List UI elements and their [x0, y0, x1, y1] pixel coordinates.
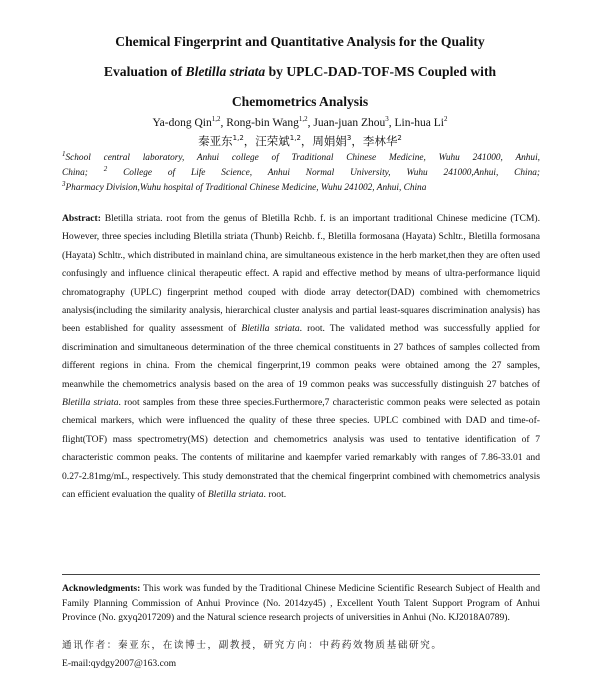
- author-list-chinese: [40, 133, 560, 149]
- section-divider: [62, 574, 540, 575]
- author-cn: 汪荣斌$^{1,2}$，: [255, 134, 313, 148]
- corresponding-author: 通讯作者：秦亚东，在读博士，副教授，研究方向：中药药效物质基础研究。: [62, 640, 443, 651]
- author-cn: 周娟娟$^3$，: [312, 134, 363, 148]
- paper-title-line-3: Chemometrics Analysis: [231, 94, 369, 109]
- title-prefix: Evaluation of: [103, 64, 186, 79]
- acknowledgments: Acknowledgments: This work was funded by the Traditional Chinese Medicine Scientific Research Subject of Health and Family Planning Commission of Anhui Province (No. 2014zy45) , Excellent Youth Talent Support Program of Anhui Province (No. gxyq2017209) and the Natural science research projects of universities in Anhui (No. KJ2018A0789).: [62, 583, 540, 624]
- author-cn: 李林华$^2$: [362, 134, 402, 148]
- affiliation-2: China; $^2$ College of Life Science, Anhui Normal University, Wuhu 241000,Anhui, China;: [62, 164, 540, 178]
- paper-title-line-1: Chemical Fingerprint and Quantitative Analysis for the Quality: [115, 34, 485, 49]
- author: Ya-dong Qin$^{1,2}$,: [152, 115, 227, 129]
- author: Lin-hua Li$^2$: [394, 115, 448, 129]
- affiliation-1: $^1$School central laboratory, Anhui college of Traditional Chinese Medicine, Wuhu 241000, Anhui,: [62, 149, 540, 163]
- author-cn: 秦亚东$^{1,2}$，: [198, 134, 256, 148]
- abstract: Abstract: Bletilla striata. root from the genus of Bletilla Rchb. f. is an important traditional Chinese medicine (TCM). However, three species including Bletilla striata (Thunb) Reichb. f., Bletilla formosana (Hayata) Schltr., Bletilla formosana (Hayata) Schltr., which distributed in mainland china, are simultaneous existence in the herb market,then they are often used confusingly and influence clinical therapeutic effect. A rapid and effective method by means of ultra-performance liquid chromatography (UPLC) fingerprint method couped with diode array detector(DAD) combined with chemometrics analysis(including the similarity analysis, hierarchical cluster analysis and partial least-squares discrimination analysis) has been established for quality assessment of Bletilla striata. root. The validated method was successfully applied for discrimination and simultaneous determination of the three chemical constituents in 27 bathces of samples collected from different regions in china. From the chemical fingerprint,19 common peaks were obtained among the 27 samples, meanwhile the chemometrics analysis based on the area of 19 common peaks was successfully distinguish 27 batches of Bletilla striata. root samples from these three species.Furthermore,7 characteristic common peaks were selected as potain chemical markers, which were influenced the quality of these three species. UPLC combined with DAD and time-of-flight(TOF) mass spectrometry(MS) detection and chemometrics analysis was used to tentative identification of 7 characteristic common peaks. The contents of militarine and kaempfer varied remarkably with ranges of 7.86-33.01 and 0.27-2.81mg/mL, respectively. This study demonstrated that the chemical fingerprint combined with chemometrics analysis can efficient evaluation the quality of Bletilla striata. root.: [62, 213, 541, 501]
- paper-title-line-2: [40, 64, 560, 80]
- author-list: [40, 117, 560, 129]
- title-suffix: by UPLC-DAD-TOF-MS Coupled with: [265, 64, 497, 79]
- abstract-label: Abstract:: [62, 213, 101, 224]
- email-address: E-mail:qydgy2007@163.com: [62, 658, 177, 669]
- author: Rong-bin Wang$^{1,2}$,: [226, 115, 314, 129]
- affiliation-3: $^3$Pharmacy Division,Wuhu hospital of Traditional Chinese Medicine, Wuhu 241002, Anhui, China: [62, 179, 427, 193]
- acknowledgments-label: Acknowledgments:: [62, 583, 141, 594]
- title-species-name: Bletilla striata: [185, 64, 266, 79]
- author: Juan-juan Zhou$^3$,: [313, 115, 395, 129]
